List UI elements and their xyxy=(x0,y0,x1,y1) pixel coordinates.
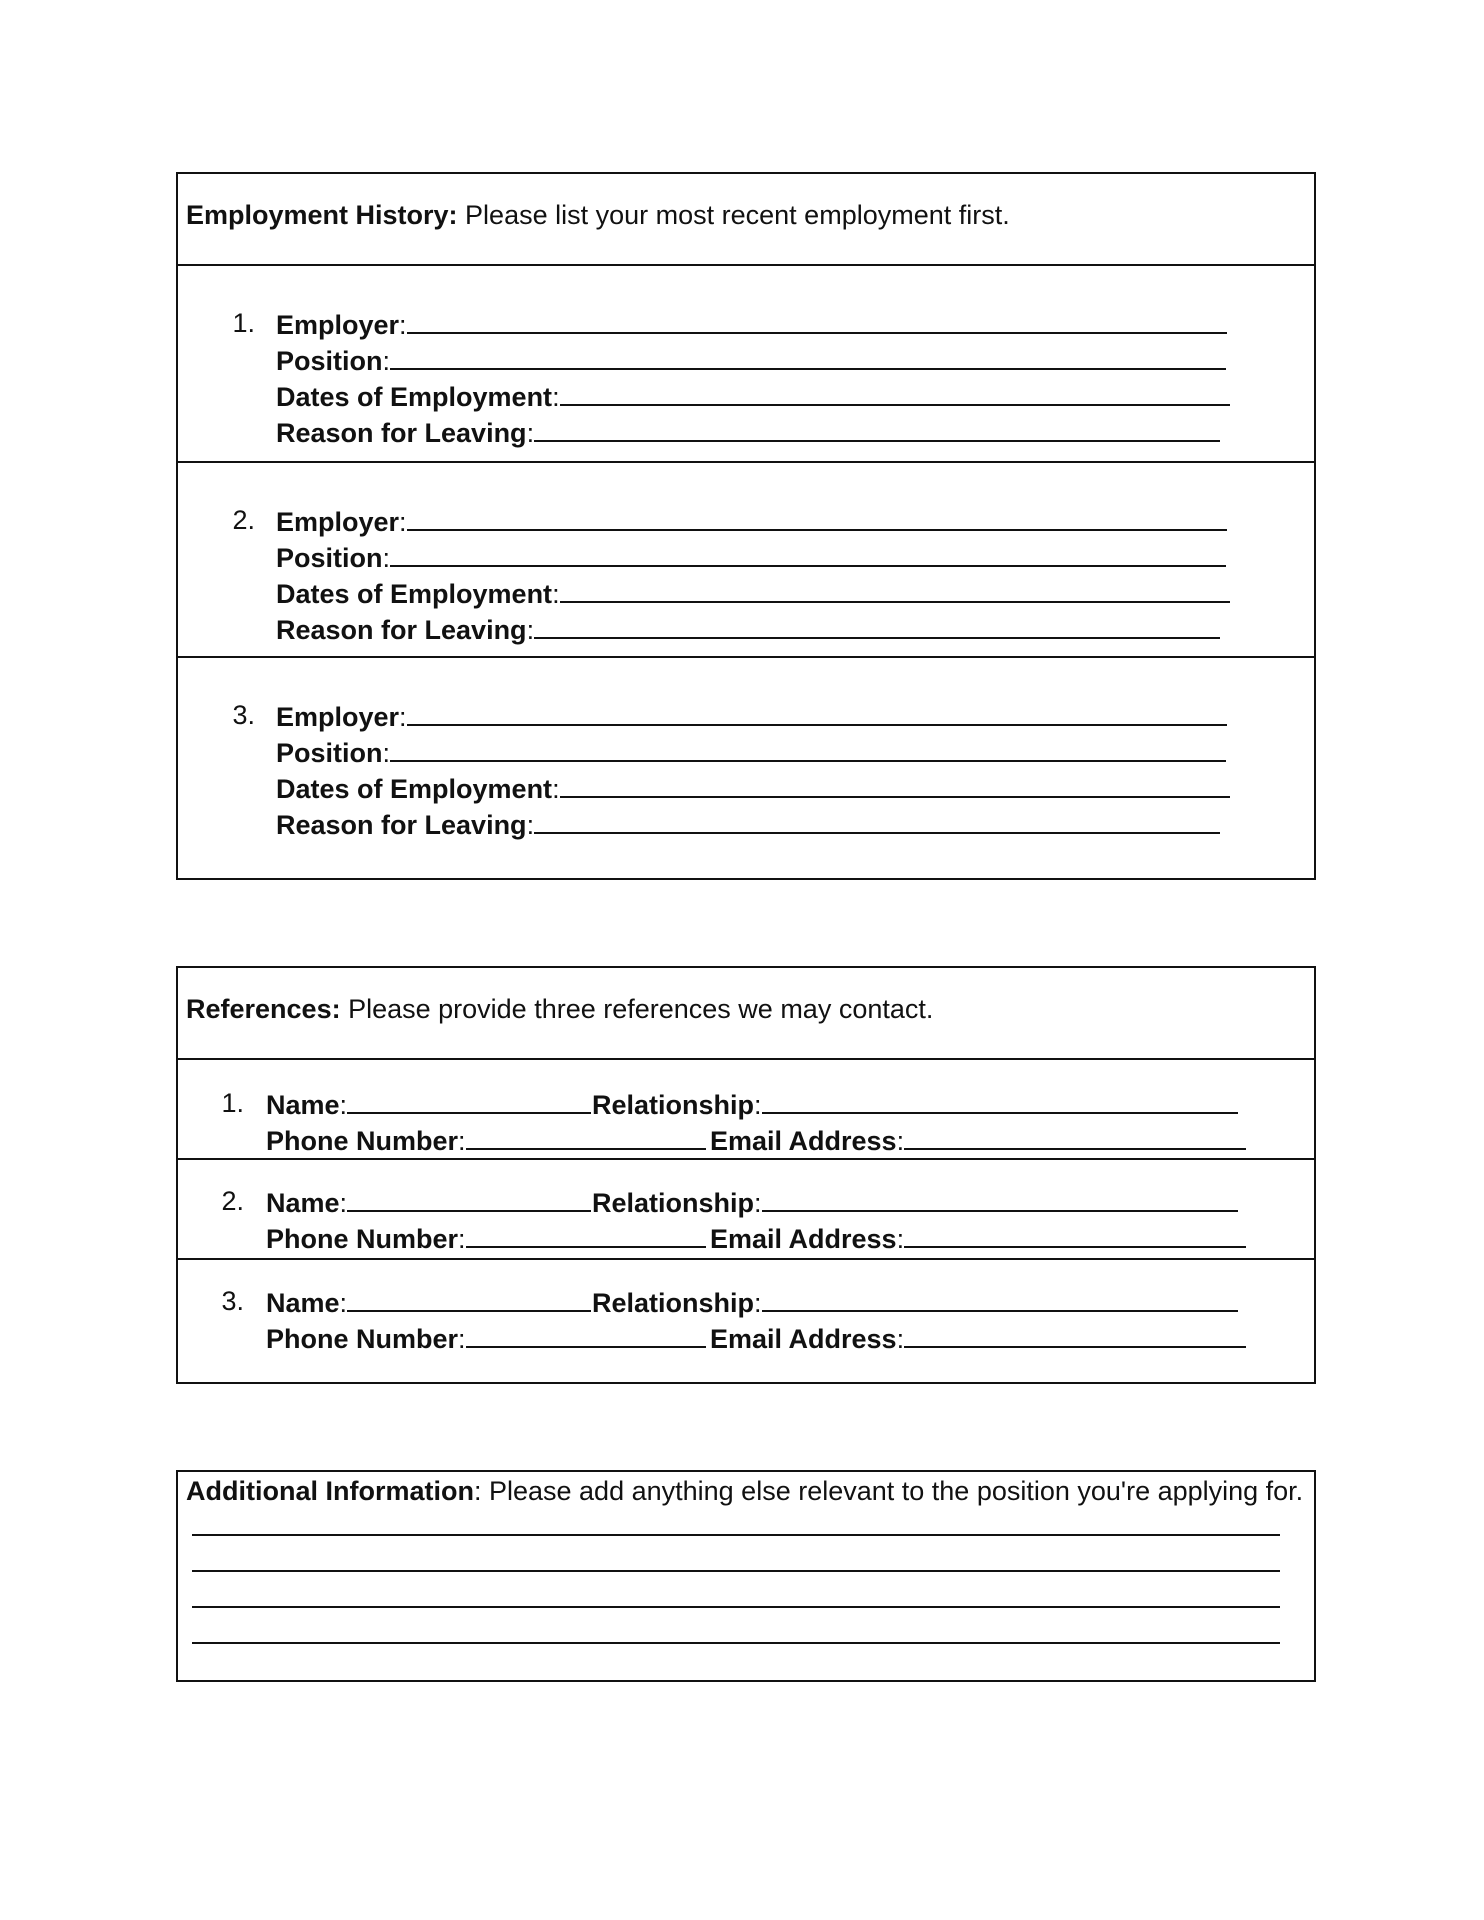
position-label: Position xyxy=(276,543,383,573)
relationship-label: Relationship xyxy=(592,1090,755,1120)
email-label: Email Address xyxy=(710,1324,897,1354)
employment-entry-3 xyxy=(178,656,1314,878)
employer-field[interactable]: Employer: xyxy=(276,304,1227,340)
name-label: Name xyxy=(266,1188,340,1218)
entry-number: 1. xyxy=(232,308,255,338)
position-label: Position xyxy=(276,738,383,768)
name-label: Name xyxy=(266,1288,340,1318)
additional-information-section xyxy=(176,1470,1316,1682)
relationship-field[interactable]: Relationship: xyxy=(592,1282,1238,1318)
entry-number: 2. xyxy=(221,1186,244,1216)
phone-blank[interactable] xyxy=(466,1318,706,1348)
dates-label: Dates of Employment xyxy=(276,382,553,412)
dates-blank[interactable] xyxy=(560,376,1230,406)
references-header-title: References: xyxy=(186,994,341,1024)
additional-header-instructions: : Please add anything else relevant to the position you're applying for. xyxy=(473,1476,1304,1506)
reason-label: Reason for Leaving xyxy=(276,615,527,645)
email-label: Email Address xyxy=(710,1126,897,1156)
position-field[interactable]: Position: xyxy=(276,732,1226,768)
name-field[interactable]: Name: xyxy=(266,1282,591,1318)
entry-number: 2. xyxy=(232,505,255,535)
employer-label: Employer xyxy=(276,310,400,340)
dates-label: Dates of Employment xyxy=(276,579,553,609)
relationship-blank[interactable] xyxy=(762,1084,1238,1114)
employment-header-row xyxy=(178,174,1314,264)
additional-line-2[interactable] xyxy=(192,1570,1280,1572)
phone-blank[interactable] xyxy=(466,1120,706,1150)
entry-number: 1. xyxy=(221,1088,244,1118)
employer-field[interactable]: Employer: xyxy=(276,696,1227,732)
reason-blank[interactable] xyxy=(534,804,1220,834)
employment-entry-2 xyxy=(178,461,1314,656)
phone-label: Phone Number xyxy=(266,1224,459,1254)
position-field[interactable]: Position: xyxy=(276,537,1226,573)
name-blank[interactable] xyxy=(347,1282,591,1312)
dates-field[interactable]: Dates of Employment: xyxy=(276,573,1230,609)
phone-field[interactable]: Phone Number: xyxy=(266,1318,706,1354)
reason-blank[interactable] xyxy=(534,412,1220,442)
entry-number: 3. xyxy=(221,1286,244,1316)
position-blank[interactable] xyxy=(390,340,1226,370)
position-label: Position xyxy=(276,346,383,376)
relationship-field[interactable]: Relationship: xyxy=(592,1182,1238,1218)
employer-blank[interactable] xyxy=(407,501,1227,531)
employment-header-instructions: Please list your most recent employment first. xyxy=(457,200,1010,230)
email-label: Email Address xyxy=(710,1224,897,1254)
name-field[interactable]: Name: xyxy=(266,1084,591,1120)
employer-field[interactable]: Employer: xyxy=(276,501,1227,537)
dates-blank[interactable] xyxy=(560,573,1230,603)
email-blank[interactable] xyxy=(904,1120,1246,1150)
additional-line-3[interactable] xyxy=(192,1606,1280,1608)
phone-blank[interactable] xyxy=(466,1218,706,1248)
name-field[interactable]: Name: xyxy=(266,1182,591,1218)
relationship-label: Relationship xyxy=(592,1288,755,1318)
dates-label: Dates of Employment xyxy=(276,774,553,804)
employer-label: Employer xyxy=(276,507,400,537)
relationship-field[interactable]: Relationship: xyxy=(592,1084,1238,1120)
references-header xyxy=(186,994,933,1025)
employer-label: Employer xyxy=(276,702,400,732)
reason-field[interactable]: Reason for Leaving: xyxy=(276,804,1220,840)
email-field[interactable]: Email Address: xyxy=(710,1218,1246,1254)
email-blank[interactable] xyxy=(904,1318,1246,1348)
reason-label: Reason for Leaving xyxy=(276,810,527,840)
additional-header-title: Additional Information xyxy=(186,1476,474,1506)
employer-blank[interactable] xyxy=(407,696,1227,726)
phone-field[interactable]: Phone Number: xyxy=(266,1120,706,1156)
reason-field[interactable]: Reason for Leaving: xyxy=(276,412,1220,448)
reason-label: Reason for Leaving xyxy=(276,418,527,448)
employment-history-section xyxy=(176,172,1316,880)
reason-blank[interactable] xyxy=(534,609,1220,639)
reference-entry-2 xyxy=(178,1158,1314,1258)
position-blank[interactable] xyxy=(390,537,1226,567)
reason-field[interactable]: Reason for Leaving: xyxy=(276,609,1220,645)
position-field[interactable]: Position: xyxy=(276,340,1226,376)
dates-blank[interactable] xyxy=(560,768,1230,798)
references-section xyxy=(176,966,1316,1384)
dates-field[interactable]: Dates of Employment: xyxy=(276,376,1230,412)
additional-line-4[interactable] xyxy=(192,1642,1280,1644)
name-label: Name xyxy=(266,1090,340,1120)
email-field[interactable]: Email Address: xyxy=(710,1120,1246,1156)
phone-label: Phone Number xyxy=(266,1126,459,1156)
additional-line-1[interactable] xyxy=(192,1534,1280,1536)
name-blank[interactable] xyxy=(347,1182,591,1212)
references-header-instructions: Please provide three references we may contact. xyxy=(340,994,934,1024)
position-blank[interactable] xyxy=(390,732,1226,762)
dates-field[interactable]: Dates of Employment: xyxy=(276,768,1230,804)
phone-field[interactable]: Phone Number: xyxy=(266,1218,706,1254)
email-blank[interactable] xyxy=(904,1218,1246,1248)
employment-header xyxy=(186,200,1010,231)
employment-entry-1 xyxy=(178,264,1314,461)
employer-blank[interactable] xyxy=(407,304,1227,334)
relationship-blank[interactable] xyxy=(762,1282,1238,1312)
name-blank[interactable] xyxy=(347,1084,591,1114)
additional-header xyxy=(186,1476,1303,1507)
reference-entry-3 xyxy=(178,1258,1314,1382)
references-header-row xyxy=(178,968,1314,1058)
employment-header-title: Employment History: xyxy=(186,200,458,230)
email-field[interactable]: Email Address: xyxy=(710,1318,1246,1354)
phone-label: Phone Number xyxy=(266,1324,459,1354)
reference-entry-1 xyxy=(178,1058,1314,1158)
entry-number: 3. xyxy=(232,700,255,730)
relationship-blank[interactable] xyxy=(762,1182,1238,1212)
relationship-label: Relationship xyxy=(592,1188,755,1218)
